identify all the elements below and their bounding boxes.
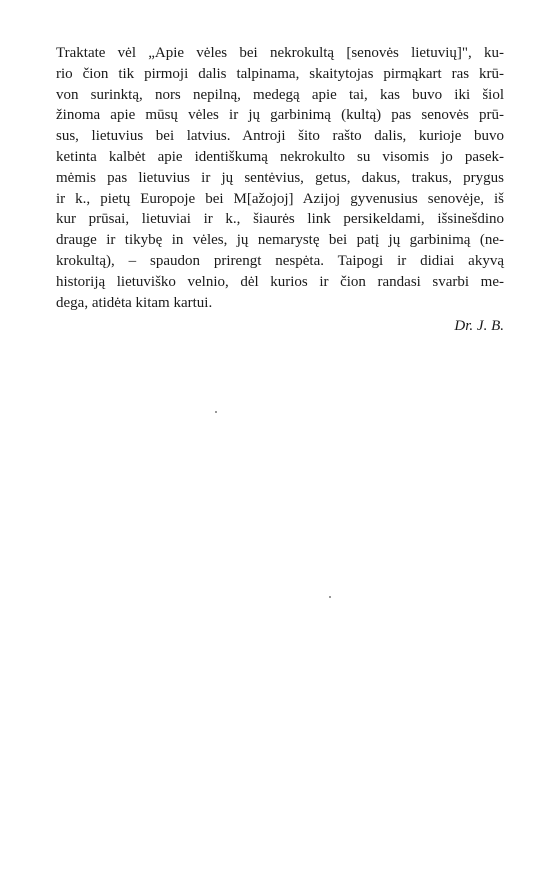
paragraph-line: Traktate vėl „Apie vėles bei nekrokultą [senovės lietuvių]", ku- xyxy=(56,45,504,61)
preface-paragraph xyxy=(56,43,504,313)
paragraph-line: rio čion tik pirmoji dalis talpinama, skaitytojas pirmąkart ras krū- xyxy=(56,65,504,82)
paragraph-line: historiją lietuviško velnio, dėl kurios ir čion randasi svarbi me- xyxy=(56,273,504,290)
paragraph-line: ketinta kalbėt apie identiškumą nekrokulto su visomis jo pasek- xyxy=(56,148,504,165)
print-speck xyxy=(329,596,331,598)
print-speck xyxy=(215,411,217,413)
paragraph-line: kur prūsai, lietuviai ir k., šiaurės link persikeldami, išsinešdino xyxy=(56,211,504,228)
paragraph-line: ir k., pietų Europoje bei M[ažojoj] Azijoj gyvenusius senovėje, iš xyxy=(56,190,504,207)
paragraph-line: sus, lietuvius bei latvius. Antroji šito rašto dalis, kurioje buvo xyxy=(56,128,504,145)
paragraph-line: dega, atidėta kitam kartui. xyxy=(56,294,213,311)
paragraph-line: mėmis pas lietuvius ir jų sentėvius, getus, dakus, trakus, prygus xyxy=(56,169,504,186)
paragraph-line: von surinktą, nors nepilną, medegą apie tai, kas buvo iki šiol xyxy=(56,86,504,103)
paragraph-line: krokultą), – spaudon prirengt nespėta. Taipogi ir didiai akyvą xyxy=(56,252,504,269)
paragraph-line: drauge ir tikybę in vėles, jų nemarystę bei patį jų garbinimą (ne- xyxy=(56,232,504,249)
paragraph-line: žinoma apie mūsų vėles ir jų garbinimą (kultą) pas senovės prū- xyxy=(56,107,504,124)
author-signature: Dr. J. B. xyxy=(454,318,504,334)
